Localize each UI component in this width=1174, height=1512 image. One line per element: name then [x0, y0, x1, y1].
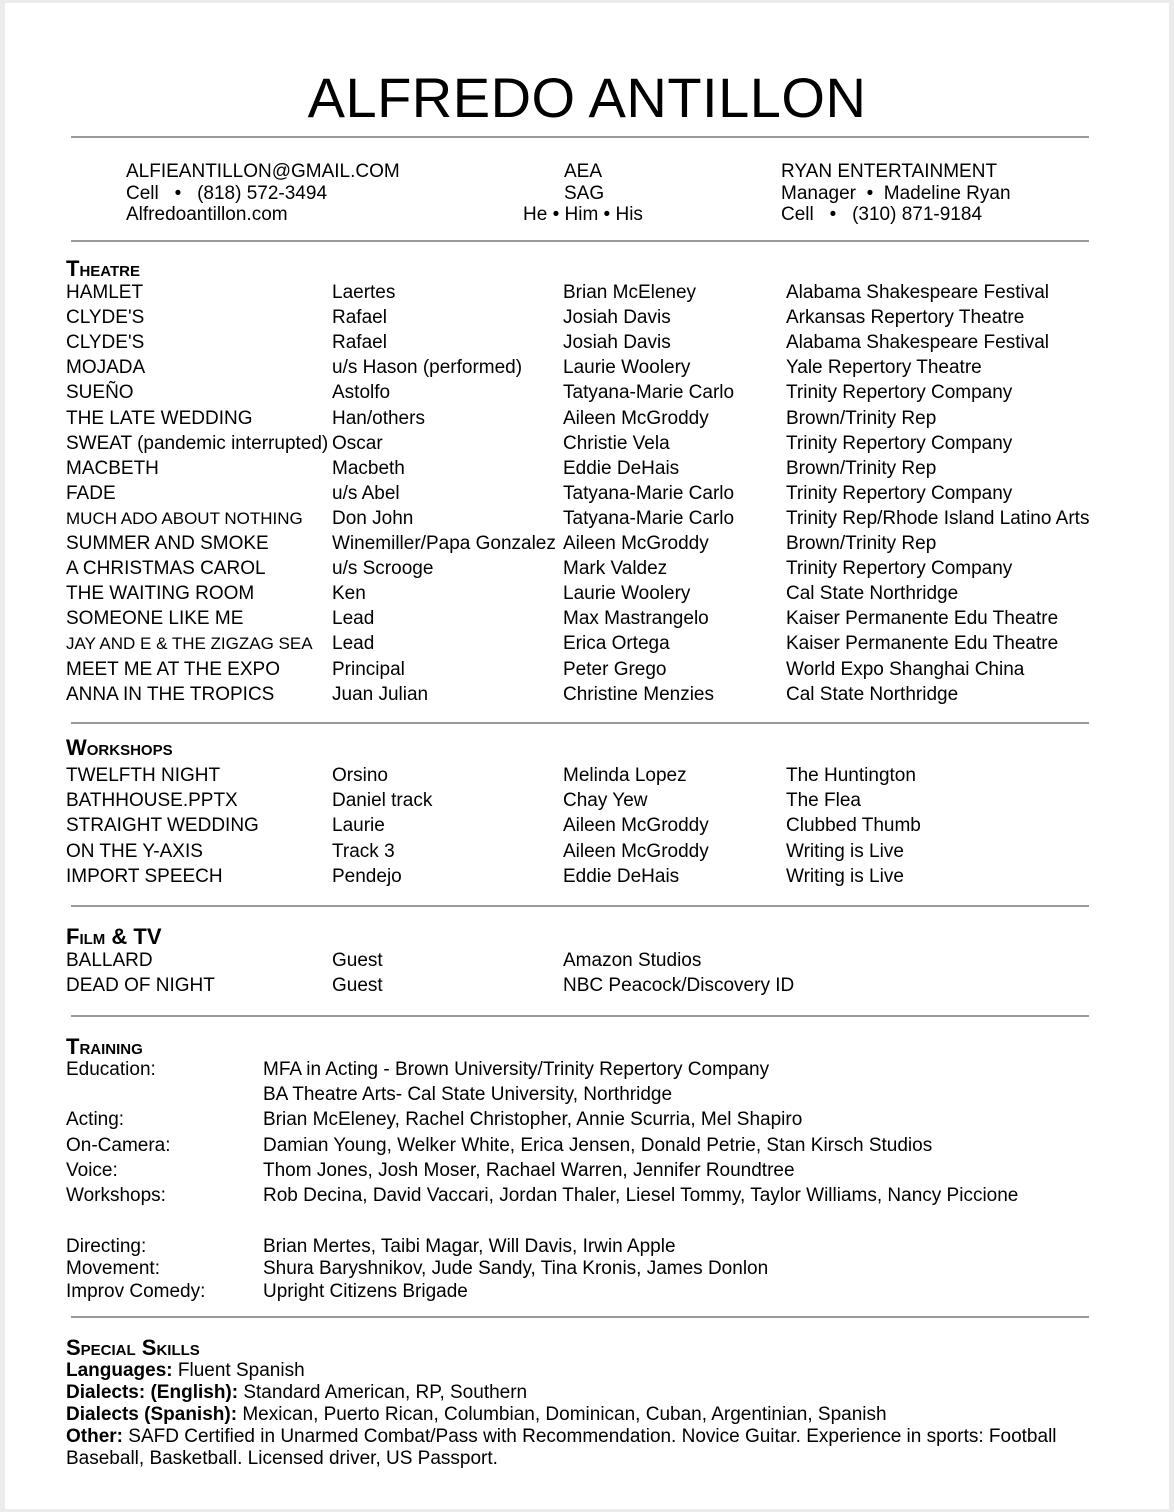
divider — [71, 136, 1089, 138]
credit-row — [5, 506, 1169, 531]
training-heading: Training — [66, 1034, 143, 1059]
training-value: Damian Young, Welker White, Erica Jensen, Donald Petrie, Stan Kirsch Studios — [263, 1134, 933, 1156]
cell-label: Cell — [781, 204, 814, 225]
training-label: Movement: — [66, 1258, 160, 1280]
training-value: Brian McEleney, Rachel Christopher, Annie Scurria, Mel Shapiro — [263, 1109, 803, 1131]
director: Josiah Davis — [563, 307, 671, 329]
divider — [71, 240, 1089, 242]
director: Aileen McGroddy — [563, 533, 709, 554]
resume-page — [5, 3, 1169, 1509]
director: Melinda Lopez — [563, 765, 687, 786]
role: Rafael — [332, 332, 387, 354]
contact-cell — [126, 183, 327, 205]
training-label: Education: — [66, 1059, 156, 1080]
training-value: BA Theatre Arts- Cal State University, Northridge — [263, 1084, 673, 1106]
role: Macbeth — [332, 457, 405, 479]
credit-row — [5, 531, 1169, 556]
venue: Trinity Repertory Company — [786, 382, 1013, 404]
union-aea: AEA — [564, 161, 603, 182]
theatre-heading: Theatre — [66, 256, 140, 281]
director: Josiah Davis — [563, 332, 671, 354]
director: Aileen McGroddy — [563, 407, 709, 429]
role: Principal — [332, 658, 405, 680]
show-title: MOJADA — [66, 357, 146, 379]
show-title: SUMMER AND SMOKE — [66, 533, 269, 554]
venue: Writing is Live — [786, 840, 904, 862]
training-row — [5, 1107, 1169, 1132]
show-title: BATHHOUSE.PPTX — [66, 790, 238, 812]
workshops-heading: Workshops — [66, 735, 173, 760]
venue: Brown/Trinity Rep — [786, 533, 937, 554]
role: Orsino — [332, 765, 388, 786]
credit-row — [5, 682, 1169, 707]
skill-label: Languages: — [66, 1360, 173, 1381]
role: Ken — [332, 583, 366, 605]
credit-row — [5, 456, 1169, 481]
venue: Alabama Shakespeare Festival — [786, 332, 1049, 354]
skill-text: Standard American, RP, Southern — [243, 1382, 528, 1403]
training-label: Directing: — [66, 1236, 147, 1257]
resume-name: ALFREDO ANTILLON — [307, 66, 867, 129]
venue: Brown/Trinity Rep — [786, 457, 937, 479]
studio: NBC Peacock/Discovery ID — [563, 975, 795, 996]
director: Brian McEleney — [563, 282, 697, 303]
credit-row — [5, 406, 1169, 431]
skill-item — [66, 1404, 1076, 1426]
show-title: MACBETH — [66, 457, 159, 479]
director: Peter Grego — [563, 658, 667, 680]
director: Aileen McGroddy — [563, 840, 709, 862]
credit-row — [5, 280, 1169, 305]
venue: World Expo Shanghai China — [786, 658, 1025, 680]
director: Tatyana-Marie Carlo — [563, 482, 735, 504]
credit-row — [5, 380, 1169, 405]
skill-text: Mexican, Puerto Rican, Columbian, Dominican, Cuban, Argentinian, Spanish — [242, 1404, 887, 1425]
union-sag: SAG — [564, 183, 605, 204]
agency-cell — [781, 204, 982, 226]
venue: Alabama Shakespeare Festival — [786, 282, 1049, 303]
skill-label: Dialects (Spanish): — [66, 1404, 238, 1425]
film-row — [5, 948, 1169, 973]
role: Winemiller/Papa Gonzalez — [332, 533, 556, 554]
agency-name: RYAN ENTERTAINMENT — [781, 161, 998, 182]
contact-email: ALFIEANTILLON@GMAIL.COM — [126, 161, 400, 182]
training-row — [5, 1234, 1169, 1259]
director: Max Mastrangelo — [563, 608, 709, 630]
role: Laertes — [332, 282, 396, 303]
training-label: Acting: — [66, 1109, 125, 1131]
show-title: JAY AND E & THE ZIGZAG SEA — [66, 634, 313, 654]
credit-row — [5, 763, 1169, 788]
manager-label: Manager — [781, 183, 856, 204]
credit-row — [5, 431, 1169, 456]
role: Lead — [332, 608, 375, 630]
separator: • — [866, 183, 874, 204]
show-title: TWELFTH NIGHT — [66, 765, 221, 786]
separator: • — [829, 204, 837, 225]
credit-row — [5, 606, 1169, 631]
skill-label: Dialects: (English): — [66, 1382, 239, 1403]
show-title: BALLARD — [66, 950, 153, 971]
separator: • — [174, 183, 182, 204]
director: Christie Vela — [563, 432, 670, 454]
skill-item — [66, 1382, 1076, 1404]
training-row — [5, 1082, 1169, 1107]
role: Juan Julian — [332, 683, 429, 705]
cell-label: Cell — [126, 183, 159, 204]
special-skills-heading: Special Skills — [66, 1335, 200, 1360]
director: Eddie DeHais — [563, 865, 680, 887]
role: Guest — [332, 950, 383, 971]
venue: Arkansas Repertory Theatre — [786, 307, 1025, 329]
credit-row — [5, 556, 1169, 581]
director: Eddie DeHais — [563, 457, 680, 479]
role: Han/others — [332, 407, 425, 429]
venue: Yale Repertory Theatre — [786, 357, 982, 379]
show-title: THE LATE WEDDING — [66, 407, 253, 429]
role: Daniel track — [332, 790, 433, 812]
studio: Amazon Studios — [563, 950, 702, 971]
training-row — [5, 1133, 1169, 1158]
director: Mark Valdez — [563, 558, 668, 580]
show-note: (pandemic interrupted) — [137, 432, 329, 454]
venue: Clubbed Thumb — [786, 815, 921, 837]
skill-item — [66, 1426, 1076, 1470]
skill-item — [66, 1360, 1076, 1382]
skill-text: Fluent Spanish — [177, 1360, 305, 1381]
credit-row — [5, 581, 1169, 606]
manager-line — [781, 183, 1011, 205]
training-row — [5, 1256, 1169, 1281]
venue: Writing is Live — [786, 865, 904, 887]
training-row — [5, 1057, 1169, 1082]
role: Lead — [332, 633, 375, 655]
show-cell — [66, 431, 328, 456]
director: Laurie Woolery — [563, 583, 691, 605]
film-tv-heading: Film & TV — [66, 924, 162, 949]
venue: The Huntington — [786, 765, 916, 786]
training-label: Voice: — [66, 1159, 118, 1181]
role: Laurie — [332, 815, 385, 837]
venue: Trinity Rep/Rhode Island Latino Arts — [786, 507, 1090, 529]
show-title: CLYDE'S — [66, 307, 145, 329]
show-title: STRAIGHT WEDDING — [66, 815, 259, 837]
venue: Trinity Repertory Company — [786, 432, 1013, 454]
role: Oscar — [332, 432, 383, 454]
credit-row — [5, 330, 1169, 355]
credit-row — [5, 631, 1169, 656]
training-value: Brian Mertes, Taibi Magar, Will Davis, Irwin Apple — [263, 1236, 676, 1257]
director: Tatyana-Marie Carlo — [563, 507, 735, 529]
training-value: Upright Citizens Brigade — [263, 1280, 468, 1302]
credit-row — [5, 355, 1169, 380]
cell-number: (818) 572-3494 — [197, 183, 328, 204]
venue: Trinity Repertory Company — [786, 558, 1013, 580]
show-title: THE WAITING ROOM — [66, 583, 255, 605]
pronouns: He • Him • His — [523, 204, 643, 225]
training-value: Shura Baryshnikov, Jude Sandy, Tina Kronis, James Donlon — [263, 1258, 769, 1280]
director: Tatyana-Marie Carlo — [563, 382, 735, 404]
director: Erica Ortega — [563, 633, 670, 655]
show-title: SWEAT — [66, 432, 132, 454]
venue: Kaiser Permanente Edu Theatre — [786, 633, 1059, 655]
role: u/s Abel — [332, 482, 400, 504]
training-row — [5, 1158, 1169, 1183]
director: Chay Yew — [563, 790, 648, 812]
skill-text: SAFD Certified in Unarmed Combat/Pass with Recommendation. Novice Guitar. Experience in sports: Football Baseball, Basketball. Licensed driver, US Passport. — [66, 1426, 1057, 1469]
director: Christine Menzies — [563, 683, 714, 705]
venue: Brown/Trinity Rep — [786, 407, 937, 429]
credit-row — [5, 864, 1169, 889]
training-row — [5, 1183, 1169, 1208]
training-row — [5, 1279, 1169, 1304]
training-value: MFA in Acting - Brown University/Trinity Repertory Company — [263, 1059, 770, 1080]
training-label: Workshops: — [66, 1185, 166, 1206]
show-title: HAMLET — [66, 282, 144, 303]
training-label: On-Camera: — [66, 1134, 171, 1156]
show-title: MEET ME AT THE EXPO — [66, 658, 280, 680]
manager-name: Madeline Ryan — [883, 183, 1011, 204]
venue: Trinity Repertory Company — [786, 482, 1013, 504]
training-label: Improv Comedy: — [66, 1280, 206, 1302]
credit-row — [5, 657, 1169, 682]
credit-row — [5, 788, 1169, 813]
show-title: DEAD OF NIGHT — [66, 975, 215, 996]
credit-row — [5, 481, 1169, 506]
divider — [71, 1316, 1089, 1318]
credit-row — [5, 839, 1169, 864]
director: Aileen McGroddy — [563, 815, 709, 837]
role: u/s Scrooge — [332, 558, 434, 580]
skill-label: Other: — [66, 1426, 123, 1447]
show-title: ANNA IN THE TROPICS — [66, 683, 275, 705]
credit-row — [5, 813, 1169, 838]
role: Track 3 — [332, 840, 395, 862]
divider — [71, 905, 1089, 907]
role: Guest — [332, 975, 383, 996]
show-title: SUEÑO — [66, 382, 134, 404]
show-title: FADE — [66, 482, 116, 504]
training-value: Thom Jones, Josh Moser, Rachael Warren, Jennifer Roundtree — [263, 1159, 795, 1181]
venue: Cal State Northridge — [786, 683, 959, 705]
show-title: A CHRISTMAS CAROL — [66, 558, 266, 580]
credit-row — [5, 305, 1169, 330]
role: Don John — [332, 507, 414, 529]
divider — [71, 1015, 1089, 1017]
role: Astolfo — [332, 382, 391, 404]
divider — [71, 722, 1089, 724]
show-title: SOMEONE LIKE ME — [66, 608, 244, 630]
show-title: IMPORT SPEECH — [66, 865, 223, 887]
show-title: ON THE Y-AXIS — [66, 840, 203, 862]
role: Rafael — [332, 307, 387, 329]
venue: Kaiser Permanente Edu Theatre — [786, 608, 1059, 630]
director: Laurie Woolery — [563, 357, 691, 379]
venue: The Flea — [786, 790, 861, 812]
training-value: Rob Decina, David Vaccari, Jordan Thaler, Liesel Tommy, Taylor Williams, Nancy Piccione — [263, 1185, 1019, 1206]
show-title: CLYDE'S — [66, 332, 145, 354]
role: u/s Hason (performed) — [332, 357, 523, 379]
role: Pendejo — [332, 865, 402, 887]
film-row — [5, 973, 1169, 998]
cell-number: (310) 871-9184 — [852, 204, 983, 225]
show-title: MUCH ADO ABOUT NOTHING — [66, 508, 303, 528]
venue: Cal State Northridge — [786, 583, 959, 605]
contact-website: Alfredoantillon.com — [126, 204, 288, 225]
